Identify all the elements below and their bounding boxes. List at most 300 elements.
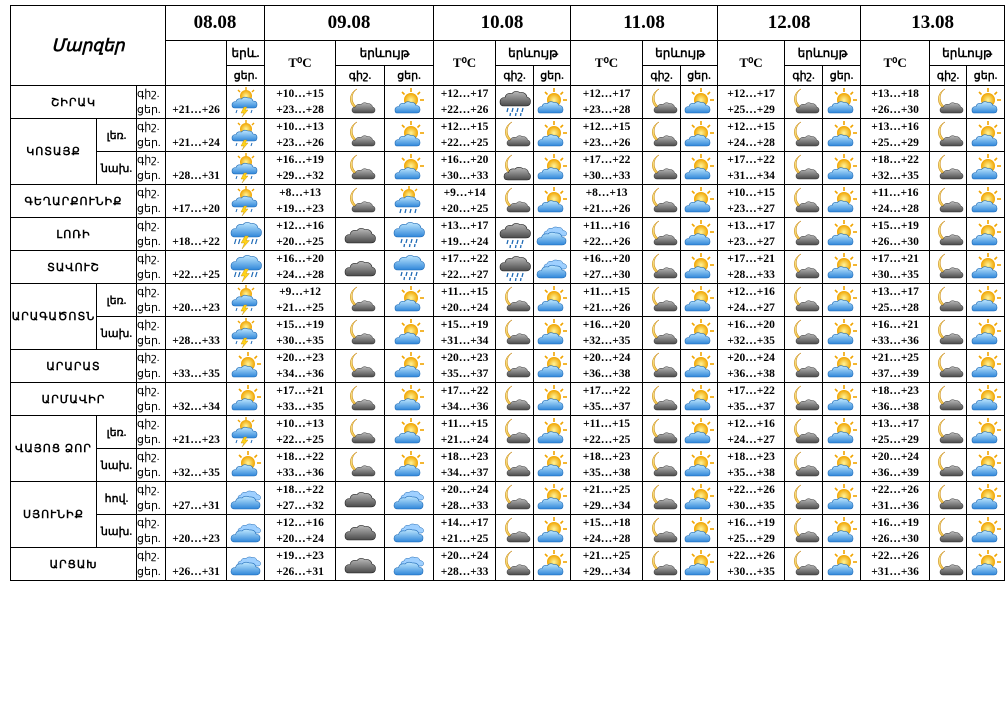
temp-range: [718, 284, 785, 317]
forecast-table-wrapper: [10, 5, 1005, 581]
moon-cloud-icon: [499, 350, 531, 382]
night-header: գիշ.: [930, 66, 967, 86]
day-temp: +29…+34: [582, 566, 631, 578]
sun-cloud-icon: [970, 416, 1002, 448]
day-temp: +26…+31: [276, 566, 324, 578]
weather-day: [967, 515, 1005, 548]
sun-cloud-icon: [970, 482, 1002, 514]
moon-cloud-icon: [344, 449, 376, 481]
day-temp: +21…+24: [440, 434, 489, 446]
day-temp: +24…+28: [582, 533, 631, 545]
night-label: գիշ.: [137, 253, 160, 265]
cloud-dark-icon: [344, 218, 376, 250]
storm-icon: [230, 317, 262, 349]
day-temp: +36…+38: [727, 368, 775, 380]
sun-cloud-icon: [970, 185, 1002, 217]
night-label: գիշ.: [137, 418, 160, 430]
sun-cloud-icon: [683, 350, 715, 382]
period-labels: [137, 119, 166, 152]
temp-range: [434, 218, 496, 251]
temp-range: [434, 383, 496, 416]
temp-range: [571, 416, 643, 449]
forecast-body: [11, 86, 1005, 581]
temp-range: [434, 449, 496, 482]
weather-night: [643, 218, 681, 251]
night-header: գիշ.: [643, 66, 681, 86]
day-temp: +36…+38: [582, 368, 631, 380]
table-row: [11, 218, 1005, 251]
night-temp: +10…+15: [727, 187, 775, 199]
day-header: ցեր.: [385, 66, 434, 86]
day-temp: +24…+27: [727, 302, 775, 314]
subregion-name: լեռ.: [97, 119, 137, 152]
temp-range: [571, 317, 643, 350]
cloud-blue-icon: [393, 515, 425, 547]
weather-day: [681, 119, 718, 152]
weather-night: [930, 449, 967, 482]
day-temp: +31…+36: [871, 500, 919, 512]
temp-range: [265, 350, 336, 383]
night-temp: +16…+20: [276, 253, 324, 265]
date-08-08: 08.08: [166, 6, 265, 41]
day-header: ցեր.: [534, 66, 571, 86]
sun-cloud-icon: [683, 449, 715, 481]
cloud-blue-icon: [230, 515, 262, 547]
sun-cloud-icon: [683, 185, 715, 217]
weather-day: [823, 119, 861, 152]
day-temp: +19…+24: [440, 236, 489, 248]
period-labels: [137, 317, 166, 350]
weather-night: [930, 284, 967, 317]
night-temp: +12…+16: [727, 286, 775, 298]
table-row: [11, 152, 1005, 185]
night-temp: +13…+17: [871, 418, 919, 430]
weather-night: [930, 350, 967, 383]
weather-day: [823, 317, 861, 350]
sun-cloud-icon: [683, 416, 715, 448]
period-labels: [137, 548, 166, 581]
moon-cloud-icon: [788, 548, 820, 580]
moon-cloud-icon: [788, 152, 820, 184]
storm-icon: [230, 416, 262, 448]
temp-header: T⁰C: [265, 41, 336, 86]
rain-blue-icon: [393, 251, 425, 283]
weather-day: [967, 317, 1005, 350]
temp-range: [571, 515, 643, 548]
weather-day: [385, 482, 434, 515]
weather-day: [823, 383, 861, 416]
sun-cloud-icon: [536, 86, 568, 118]
storm-icon: [230, 119, 262, 151]
day-temp: +23…+28: [582, 104, 631, 116]
sun-cloud-icon: [536, 482, 568, 514]
day-temp: +33…+35: [276, 401, 324, 413]
day-temp: +21…+24: [172, 137, 220, 149]
weather-night: [496, 449, 534, 482]
weather-day: [823, 86, 861, 119]
temp-range: [571, 119, 643, 152]
night-temp: +14…+17: [440, 517, 489, 529]
day-label: ցեր.: [137, 170, 161, 182]
weather-day-08-08: [227, 482, 265, 515]
sun-cloud-icon: [393, 350, 425, 382]
cloud-dark-icon: [344, 251, 376, 283]
sun-cloud-icon: [683, 317, 715, 349]
moon-cloud-icon: [788, 482, 820, 514]
temp-range: [718, 317, 785, 350]
day-temp: +22…+25: [276, 434, 324, 446]
moon-cloud-icon: [646, 449, 678, 481]
temp-range: [434, 515, 496, 548]
weather-day: [385, 383, 434, 416]
temp-range: [166, 251, 227, 284]
sun-cloud-icon: [536, 185, 568, 217]
temp-range: [571, 482, 643, 515]
night-temp: +16…+19: [276, 154, 324, 166]
weather-night: [336, 251, 385, 284]
day-temp: +23…+28: [276, 104, 324, 116]
weather-day: [385, 251, 434, 284]
sun-cloud-icon: [536, 548, 568, 580]
moon-cloud-icon: [932, 548, 964, 580]
temp-range: [718, 548, 785, 581]
night-temp: +17…+21: [727, 253, 775, 265]
day-temp: +26…+31: [172, 566, 220, 578]
temp-range: [861, 317, 930, 350]
temp-range: [571, 185, 643, 218]
sun-cloud-icon: [536, 350, 568, 382]
temp-range: [166, 185, 227, 218]
day-temp: +35…+38: [727, 467, 775, 479]
weather-night: [336, 449, 385, 482]
temp-range: [166, 152, 227, 185]
weather-night: [785, 152, 823, 185]
temp-range: [166, 119, 227, 152]
day-temp: +29…+34: [582, 500, 631, 512]
weather-day: [967, 86, 1005, 119]
weather-night: [496, 383, 534, 416]
sun-cloud-icon: [393, 383, 425, 415]
region-name: ԳԵՂԱՐՔՈՒՆԻՔ: [11, 185, 137, 218]
weather-day: [681, 317, 718, 350]
weather-day: [967, 119, 1005, 152]
period-labels: [137, 350, 166, 383]
moon-cloud-icon: [788, 218, 820, 250]
weather-day: [534, 152, 571, 185]
night-temp: +17…+22: [582, 385, 631, 397]
temp-range: [265, 515, 336, 548]
weather-day: [967, 284, 1005, 317]
weather-day: [823, 251, 861, 284]
moon-cloud-icon: [646, 152, 678, 184]
day-temp: +21…+23: [172, 434, 220, 446]
weather-night: [930, 416, 967, 449]
night-temp: +17…+22: [727, 385, 775, 397]
day-temp: +35…+37: [582, 401, 631, 413]
day-label: ցեր.: [137, 500, 161, 512]
temp-range: [434, 152, 496, 185]
period-labels: [137, 152, 166, 185]
night-temp: +11…+15: [583, 418, 631, 430]
sun-cloud-icon: [536, 284, 568, 316]
temp-range: [265, 449, 336, 482]
temp-range: [265, 284, 336, 317]
sun-cloud-icon: [683, 284, 715, 316]
moon-cloud-icon: [932, 350, 964, 382]
day-temp: +34…+36: [440, 401, 489, 413]
day-temp: +20…+23: [172, 533, 220, 545]
weather-day: [681, 350, 718, 383]
moon-cloud-icon: [344, 284, 376, 316]
weather-day: [823, 515, 861, 548]
weather-day: [385, 86, 434, 119]
day-label: ցեր.: [137, 566, 161, 578]
day-label: ցեր.: [137, 203, 161, 215]
temp-range: [166, 482, 227, 515]
moon-dark-icon: [499, 152, 531, 184]
day-header: ցեր.: [967, 66, 1005, 86]
weather-day: [385, 119, 434, 152]
temp-range: [571, 449, 643, 482]
weather-day: [823, 482, 861, 515]
weather-night: [336, 218, 385, 251]
temp-range: [571, 548, 643, 581]
sun-cloud-icon: [393, 284, 425, 316]
period-labels: [137, 449, 166, 482]
period-labels: [137, 185, 166, 218]
weather-night: [643, 548, 681, 581]
day-temp: +36…+38: [871, 401, 919, 413]
storm-big-icon: [230, 218, 262, 250]
sun-cloud-icon: [826, 416, 858, 448]
moon-cloud-icon: [788, 515, 820, 547]
temp-range: [434, 251, 496, 284]
night-temp: +11…+15: [441, 286, 489, 298]
period-labels: [137, 218, 166, 251]
weather-day: [385, 515, 434, 548]
moon-cloud-icon: [932, 317, 964, 349]
night-label: գիշ.: [137, 352, 160, 364]
region-name: ԱՐՄԱՎԻՐ: [11, 383, 137, 416]
temp-range: [718, 218, 785, 251]
temp-range: [166, 383, 227, 416]
moon-cloud-icon: [344, 152, 376, 184]
night-temp: +11…+15: [441, 418, 489, 430]
spacer: [166, 41, 227, 86]
weather-day: [385, 185, 434, 218]
weather-day-08-08: [227, 251, 265, 284]
weather-day: [534, 185, 571, 218]
weather-day: [681, 218, 718, 251]
temp-range: [571, 218, 643, 251]
day-temp: +21…+26: [582, 203, 631, 215]
weather-night: [785, 548, 823, 581]
weather-night: [336, 284, 385, 317]
cloud-blue-icon: [393, 548, 425, 580]
weather-day-08-08: [227, 119, 265, 152]
day-temp: +26…+30: [871, 533, 919, 545]
night-temp: +17…+22: [727, 154, 775, 166]
moon-cloud-icon: [788, 86, 820, 118]
night-temp: +20…+23: [276, 352, 324, 364]
night-temp: +21…+25: [871, 352, 919, 364]
rain-dark-icon: [499, 86, 531, 118]
day-temp: +31…+34: [440, 335, 489, 347]
weather-night: [785, 416, 823, 449]
table-row: [11, 383, 1005, 416]
day-temp: +29…+32: [276, 170, 324, 182]
day-temp: +22…+26: [582, 236, 631, 248]
weather-day-08-08: [227, 350, 265, 383]
day-label: ցեր.: [137, 335, 161, 347]
temp-range: [718, 482, 785, 515]
sun-cloud-icon: [683, 548, 715, 580]
day-temp: +21…+25: [276, 302, 324, 314]
weather-header: երևույթ: [930, 41, 1005, 66]
period-labels: [137, 515, 166, 548]
sun-cloud-icon: [536, 449, 568, 481]
day-temp: +21…+25: [440, 533, 489, 545]
moon-cloud-icon: [932, 185, 964, 217]
temp-range: [434, 86, 496, 119]
day-temp: +33…+35: [172, 368, 220, 380]
sun-cloud-icon: [683, 251, 715, 283]
weather-day-08-08: [227, 284, 265, 317]
temp-range: [434, 185, 496, 218]
night-temp: +10…+13: [276, 121, 324, 133]
day-temp: +21…+26: [172, 104, 220, 116]
sun-cloud-icon: [536, 416, 568, 448]
night-temp: +12…+15: [440, 121, 489, 133]
period-labels: [137, 482, 166, 515]
sun-cloud-icon: [826, 119, 858, 151]
weather-day: [823, 152, 861, 185]
night-temp: +12…+15: [727, 121, 775, 133]
weather-day: [534, 86, 571, 119]
day-temp: +23…+26: [582, 137, 631, 149]
weather-night: [643, 86, 681, 119]
sun-cloud-icon: [970, 548, 1002, 580]
table-row: [11, 449, 1005, 482]
date-12-08: 12.08: [718, 6, 861, 41]
sun-cloud-icon: [970, 515, 1002, 547]
temp-range: [265, 185, 336, 218]
sun-cloud-icon: [683, 515, 715, 547]
weather-night: [496, 350, 534, 383]
weather-night: [930, 119, 967, 152]
moon-cloud-icon: [344, 383, 376, 415]
weather-day-08-08: [227, 152, 265, 185]
weather-night: [496, 251, 534, 284]
subregion-name: լեռ.: [97, 284, 137, 317]
weather-day: [823, 548, 861, 581]
day-temp: +27…+32: [276, 500, 324, 512]
weather-day-08-08: [227, 185, 265, 218]
period-labels: [137, 383, 166, 416]
moon-cloud-icon: [344, 350, 376, 382]
table-row: [11, 416, 1005, 449]
day-temp: +20…+24: [440, 302, 489, 314]
temp-range: [861, 152, 930, 185]
table-row: [11, 119, 1005, 152]
cloud-dark-icon: [344, 548, 376, 580]
temp-range: [265, 317, 336, 350]
day-temp: +30…+33: [440, 170, 489, 182]
moon-cloud-icon: [344, 416, 376, 448]
weather-day: [534, 416, 571, 449]
night-temp: +22…+26: [727, 484, 775, 496]
temp-range: [265, 383, 336, 416]
weather-day: [967, 449, 1005, 482]
day-temp: +31…+36: [871, 566, 919, 578]
table-row: [11, 284, 1005, 317]
sun-cloud-icon: [230, 449, 262, 481]
weather-night: [785, 284, 823, 317]
moon-cloud-icon: [646, 86, 678, 118]
night-temp: +10…+15: [276, 88, 324, 100]
night-temp: +20…+24: [440, 484, 489, 496]
sun-cloud-icon: [970, 86, 1002, 118]
weather-day: [534, 548, 571, 581]
regions-header: Մարզեր: [11, 6, 166, 86]
sun-cloud-icon: [826, 383, 858, 415]
sun-cloud-icon: [393, 86, 425, 118]
sun-cloud-icon: [536, 317, 568, 349]
day-label: ցեր.: [137, 104, 161, 116]
night-temp: +22…+26: [871, 550, 919, 562]
temp-range: [861, 218, 930, 251]
day-temp: +24…+28: [727, 137, 775, 149]
temp-range: [166, 218, 227, 251]
night-temp: +21…+25: [582, 484, 631, 496]
sun-cloud-icon: [230, 350, 262, 382]
sun-cloud-icon: [683, 119, 715, 151]
moon-cloud-icon: [788, 251, 820, 283]
sun-cloud-icon: [826, 218, 858, 250]
weather-day: [534, 317, 571, 350]
weather-night: [496, 515, 534, 548]
night-temp: +20…+24: [582, 352, 631, 364]
night-temp: +18…+23: [871, 385, 919, 397]
weather-night: [785, 119, 823, 152]
day-temp: +23…+27: [727, 236, 775, 248]
table-row: [11, 548, 1005, 581]
weather-day: [534, 482, 571, 515]
sun-cloud-icon: [826, 86, 858, 118]
night-temp: +12…+17: [727, 88, 775, 100]
region-name: ՏԱՎՈՒՇ: [11, 251, 137, 284]
sun-cloud-icon: [826, 449, 858, 481]
period-labels: [137, 86, 166, 119]
day-label: ցեր.: [137, 368, 161, 380]
temp-range: [861, 383, 930, 416]
day-temp: +17…+20: [172, 203, 220, 215]
night-temp: +17…+21: [871, 253, 919, 265]
day-temp: +22…+25: [582, 434, 631, 446]
cloud-blue-icon: [536, 218, 568, 250]
weather-night: [930, 482, 967, 515]
sun-cloud-icon: [826, 251, 858, 283]
night-header: գիշ.: [496, 66, 534, 86]
day-temp: +22…+27: [440, 269, 489, 281]
temp-range: [265, 416, 336, 449]
date-13-08: 13.08: [861, 6, 1005, 41]
moon-cloud-icon: [646, 119, 678, 151]
cloud-blue-icon: [230, 548, 262, 580]
moon-cloud-icon: [499, 317, 531, 349]
weather-night: [785, 185, 823, 218]
weather-night: [785, 350, 823, 383]
